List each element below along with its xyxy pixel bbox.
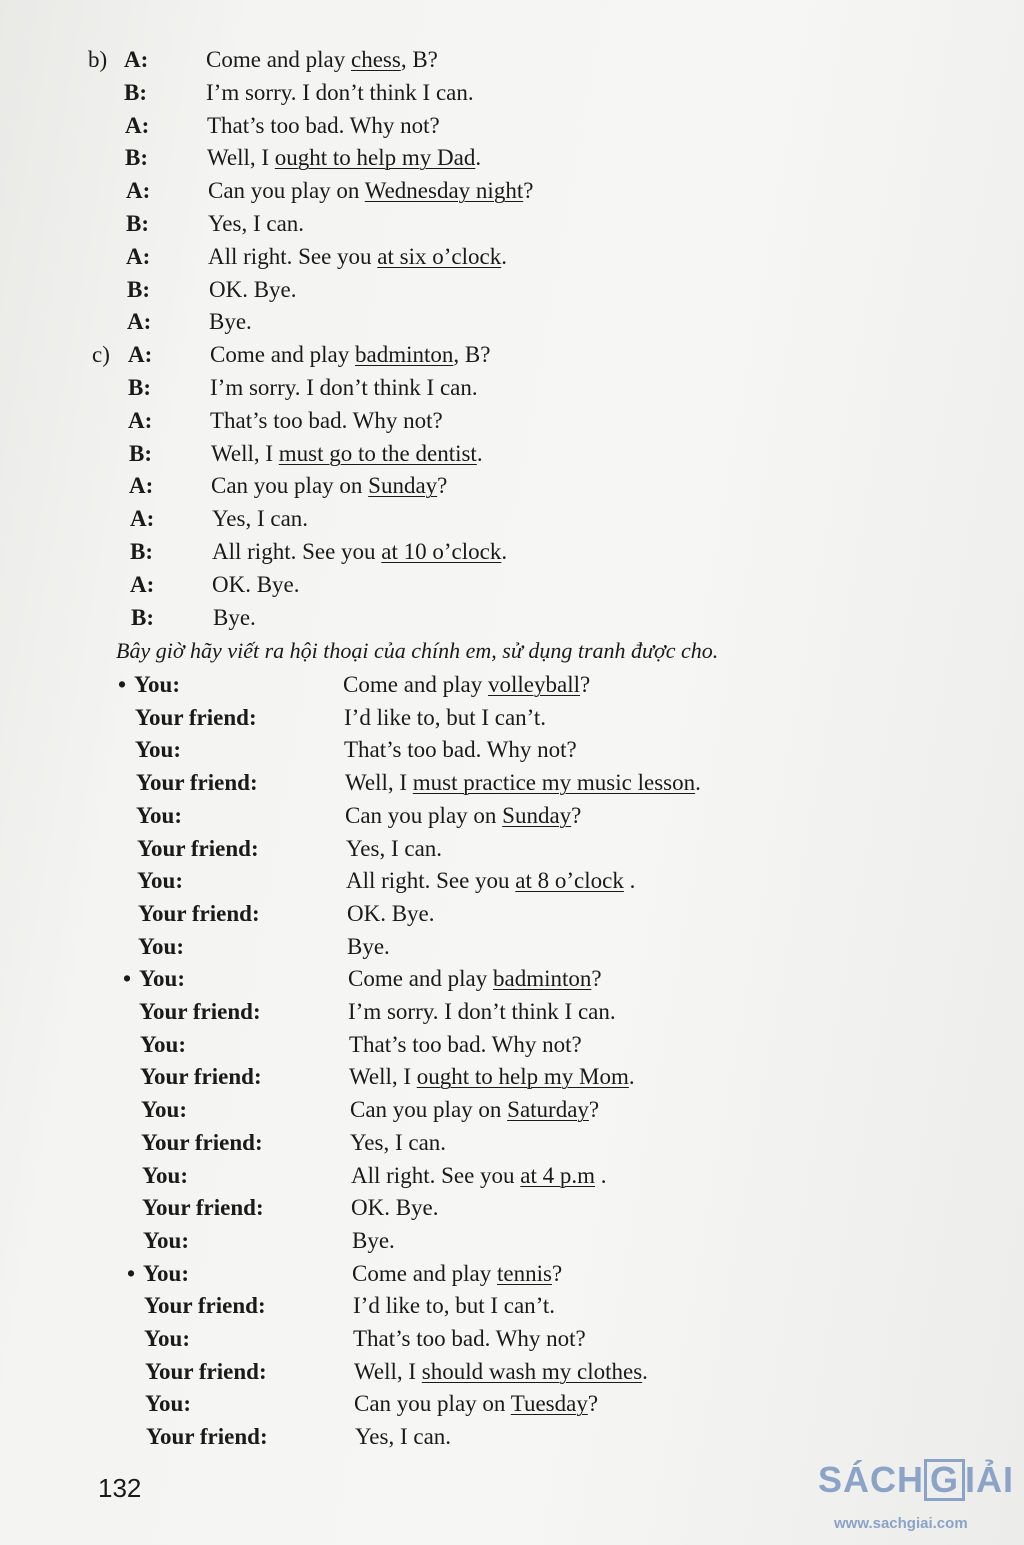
speaker-label: You: [144,1326,191,1351]
line-text-underlined: at 10 o’clock [381,539,502,564]
watermark-box: G [924,1459,965,1501]
line-text-tail: . [501,243,507,269]
speaker-label: Your friend: [138,900,260,926]
dialogue-line [0,799,1024,833]
line-text-underlined: at 4 p.m [520,1162,596,1188]
speaker-label: B: [126,211,149,236]
speaker-label: B: [127,276,150,302]
line-text [209,273,297,307]
line-text [207,141,481,175]
line-text-tail: . [628,1064,635,1090]
dialogue-line [0,1322,1024,1356]
line-text-plain: All right. See you [208,243,378,269]
line-text-tail: . [623,868,636,894]
line-text [210,338,490,372]
bullet-icon: • [123,966,132,992]
speaker-label: You: [143,1227,190,1253]
line-text [212,568,300,602]
line-text-underlined: chess [351,47,401,72]
line-text-plain: Yes, I can. [208,211,305,236]
dialogue-line [0,1289,1024,1323]
bullet-icon: • [118,672,127,697]
line-text-plain: I’d like to, but I can’t. [344,704,547,730]
speaker-label: Your friend: [141,1129,263,1155]
watermark-url: www.sachgiai.com [834,1515,968,1532]
line-text [350,1126,446,1160]
line-text-tail: . [475,145,482,171]
dialogue-line [0,568,1024,602]
speaker-label: Your friend: [146,1424,268,1450]
speaker-label: B: [124,79,147,105]
line-text [351,1159,607,1193]
speaker-label: Your friend: [142,1195,264,1221]
speaker-label: You: [141,1097,188,1123]
line-text-plain: That’s too bad. Why not? [210,407,443,433]
page-number: 132 [98,1473,142,1503]
line-text-plain: Come and play [343,672,488,697]
speaker-label: Your friend: [136,770,258,796]
line-text [353,1322,586,1356]
line-text-plain: Well, I [354,1358,422,1384]
line-text-plain: Can you play on [211,473,369,499]
dialogue-line [0,864,1024,898]
speaker-label: You: [136,802,183,828]
dialogue-line [0,733,1024,767]
dialogue-line [0,1224,1024,1258]
dialogue-line [0,76,1024,110]
line-text-plain: I’m sorry. I don’t think I can. [210,375,478,400]
line-text [345,799,581,833]
line-text [350,1093,599,1127]
speaker-label: A: [130,506,155,532]
line-text-tail: ? [591,966,602,992]
dialogue-line [0,930,1024,964]
line-text-underlined: Saturday [507,1097,589,1123]
dialogue-line [0,1126,1024,1160]
speaker-label: Your friend: [137,835,259,861]
line-text [343,668,590,702]
line-text-tail: . [642,1358,648,1384]
instruction-text: Bây giờ hãy viết ra hội thoại của chính em, sử dụng tranh được cho. [116,638,719,663]
line-text-tail: ? [551,1260,563,1286]
line-text-plain: Well, I [211,440,279,466]
line-text-plain: Can you play on [208,178,365,204]
speaker-label: Your friend: [139,999,261,1024]
dialogue-line [0,502,1024,536]
speaker-label: You: [145,1391,192,1417]
speaker-label: You: [140,1031,187,1057]
dialogue-line [0,404,1024,438]
watermark-logo: SÁCH G IẢI [818,1459,1015,1500]
line-text-plain: Come and play [206,47,351,72]
dialogue-line [0,1060,1024,1094]
line-text-plain: Yes, I can. [212,506,309,532]
speaker-label: You: [137,868,184,894]
line-text [211,437,483,471]
line-text-underlined: ought to help my Dad [274,145,476,171]
dialogue-line [0,437,1024,471]
line-text [347,930,390,964]
dialogue-line [0,240,1024,274]
line-text [208,207,304,241]
dialogue-line [0,305,1024,339]
line-text-tail: ? [579,672,591,697]
line-text-plain: OK. Bye. [212,571,300,597]
line-text-plain: Bye. [352,1227,395,1253]
speaker-label: A: [128,407,153,433]
line-text [354,1355,648,1389]
line-text [212,502,308,536]
speaker-label: You: [143,1260,190,1286]
speaker-label: A: [128,342,153,368]
speaker-label: Your friend: [135,704,257,730]
line-text-underlined: volleyball [488,672,580,697]
line-text-tail: ? [437,473,448,499]
line-text-plain: Well, I [345,770,413,796]
line-text-plain: I’m sorry. I don’t think I can. [206,79,474,105]
line-text-plain: Yes, I can. [355,1424,452,1450]
speaker-label: You: [135,737,182,763]
line-text-underlined: tennis [497,1260,552,1286]
dialogue-line [0,668,1024,702]
dialogue-line [0,43,1024,77]
line-text-underlined: must go to the dentist [278,440,477,466]
speaker-label: Your friend: [140,1064,262,1090]
line-text [345,766,701,800]
line-text-plain: Yes, I can. [346,835,443,861]
bullet-icon: • [127,1260,136,1286]
dialogue-line [0,1420,1024,1454]
line-text-plain: OK. Bye. [347,900,435,926]
line-text-plain: OK. Bye. [351,1195,439,1221]
line-text-plain: All right. See you [346,868,516,894]
line-text-underlined: ought to help my Mom [416,1064,629,1090]
line-text-plain: OK. Bye. [209,276,297,302]
line-text-tail: . [695,770,701,796]
line-text-plain: Well, I [207,145,275,171]
line-text [349,1060,635,1094]
line-text-plain: Bye. [209,309,252,335]
speaker-label: You: [138,933,185,959]
line-text-tail: , B? [400,47,438,72]
line-text-plain: Can you play on [345,802,503,828]
line-text [354,1387,598,1421]
line-text [346,864,635,898]
line-text-tail: ? [523,178,534,204]
line-text-plain: I’m sorry. I don’t think I can. [348,999,616,1024]
line-text [208,174,533,208]
dialogue-line [0,338,1024,372]
line-text-underlined: Sunday [502,802,572,828]
line-text-underlined: at six o’clock [377,243,502,269]
line-text-underlined: should wash my clothes [421,1358,643,1384]
line-text-plain: All right. See you [212,539,382,564]
line-text-tail: ? [588,1097,600,1123]
dialogue-line [0,1355,1024,1389]
line-text-plain: That’s too bad. Why not? [207,112,440,138]
dialogue-line [0,1159,1024,1193]
dialogue-line [0,832,1024,866]
line-text-plain: I’d like to, but I can’t. [353,1293,556,1319]
speaker-label: Your friend: [144,1293,266,1319]
dialogue-line [0,207,1024,241]
line-text-underlined: Wednesday night [364,178,524,204]
speaker-label: A: [129,473,154,499]
line-text-tail: ? [587,1391,599,1417]
speaker-label: A: [125,112,150,138]
line-text [209,305,252,339]
line-text-plain: All right. See you [351,1162,521,1188]
speaker-label: B: [131,604,154,630]
line-text [351,1191,439,1225]
line-text-underlined: badminton [493,966,592,992]
dialogue-line [0,174,1024,208]
speaker-label: B: [130,539,153,564]
dialogue-line [0,601,1024,635]
line-text [349,1028,582,1062]
line-text-plain: Come and play [348,966,493,992]
line-text [352,1224,395,1258]
speaker-label: You: [142,1162,189,1188]
line-text [212,535,507,569]
line-text-plain: That’s too bad. Why not? [353,1326,586,1351]
speaker-label: You: [134,672,181,697]
speaker-label: A: [127,309,152,335]
line-text [206,43,438,77]
dialogue-line [0,1387,1024,1421]
speaker-label: B: [125,145,148,171]
speaker-label: A: [126,243,151,269]
line-text-plain: Bye. [347,933,390,959]
dialogue-line [0,109,1024,143]
dialogue-line [0,897,1024,931]
dialogue-line [0,1257,1024,1291]
dialogue-line [0,1093,1024,1127]
speaker-label: B: [128,375,151,400]
line-text-plain: Yes, I can. [350,1129,447,1155]
dialogue-line [0,371,1024,405]
line-text-tail: . [501,539,508,564]
line-text-plain: Can you play on [354,1391,511,1417]
dialogue-line [0,995,1024,1029]
line-text-underlined: badminton [355,342,454,368]
dialogue-line [0,273,1024,307]
line-text-tail: , B? [453,342,491,368]
line-text [353,1289,555,1323]
dialogue-line [0,1191,1024,1225]
line-text-plain: Come and play [352,1260,497,1286]
line-text [207,109,440,143]
line-text [210,371,478,405]
line-text [213,601,256,635]
speaker-label: A: [130,571,155,597]
speaker-label: Your friend: [145,1358,267,1384]
line-text-plain: That’s too bad. Why not? [344,737,577,763]
line-text [344,701,546,735]
line-text-underlined: Tuesday [510,1391,588,1417]
line-text [211,469,447,503]
line-text [210,404,443,438]
line-text [208,240,507,274]
line-text [347,897,435,931]
line-text-underlined: must practice my music lesson [412,770,696,796]
dialogue-line [0,535,1024,569]
line-text-plain: Can you play on [350,1097,508,1123]
line-text [348,962,602,996]
line-text-plain: That’s too bad. Why not? [349,1031,582,1057]
line-text [355,1420,451,1454]
line-text-plain: Come and play [210,342,355,368]
dialogue-line [0,141,1024,175]
dialogue-line [0,469,1024,503]
line-text [206,76,474,110]
line-text-plain: Bye. [213,604,256,630]
line-text-plain: Well, I [349,1064,417,1090]
speaker-label: A: [126,178,151,204]
line-text [352,1257,562,1291]
line-text [346,832,442,866]
line-text [344,733,577,767]
line-text [348,995,616,1029]
dialogue-line [0,962,1024,996]
line-text-tail: . [476,440,483,466]
line-text-tail: ? [571,802,582,828]
section-label: b) [88,47,108,72]
speaker-label: You: [139,966,186,992]
section-label: c) [92,342,110,368]
dialogue-line [0,766,1024,800]
dialogue-line [0,1028,1024,1062]
line-text-tail: . [595,1162,607,1188]
speaker-label: B: [129,440,152,466]
line-text-underlined: at 8 o’clock [515,868,624,894]
dialogue-line [0,701,1024,735]
line-text-underlined: Sunday [368,473,438,499]
speaker-label: A: [124,47,149,72]
